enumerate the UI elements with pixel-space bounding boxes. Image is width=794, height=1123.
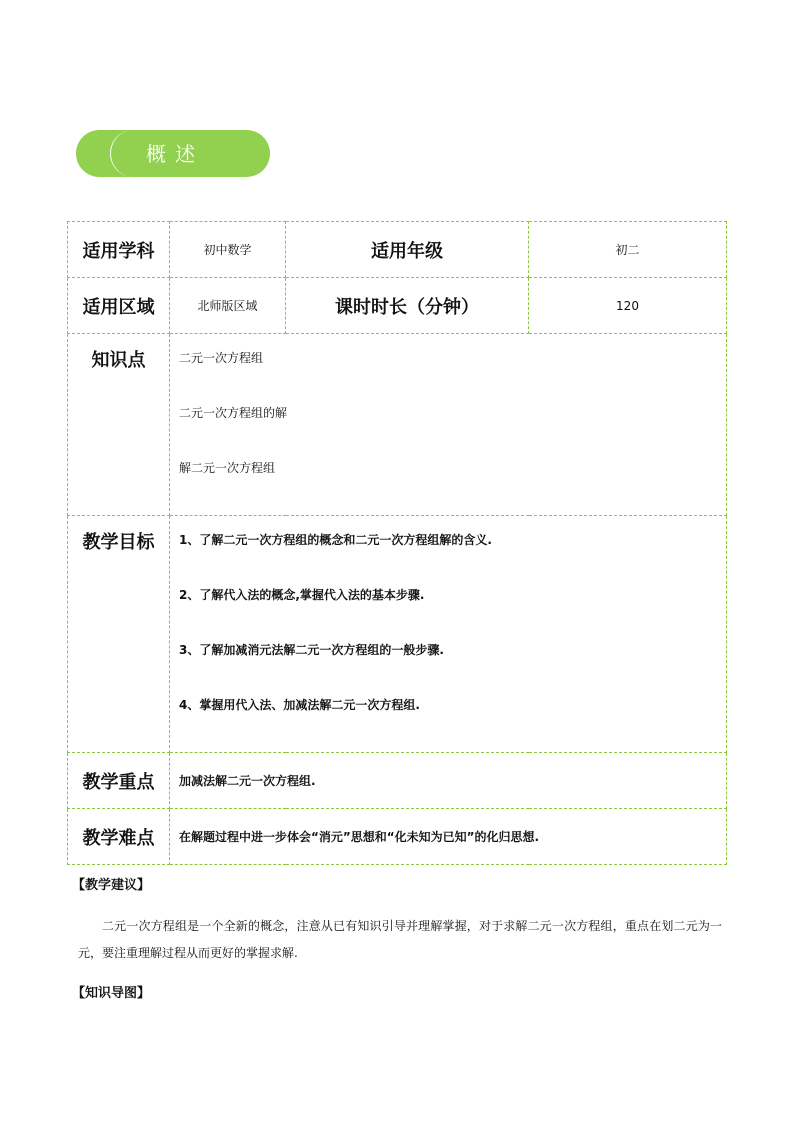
knowledge-item: 二元一次方程组: [179, 351, 264, 365]
region-label: 适用区域: [68, 278, 170, 334]
region-value: 北师版区域: [170, 278, 286, 334]
difficulty-label: 教学难点: [68, 809, 170, 865]
focus-label: 教学重点: [68, 753, 170, 809]
mindmap-heading: 【知识导图】: [72, 986, 151, 1001]
goal-item: 4、掌握用代入法、加减法解二元一次方程组.: [179, 698, 420, 712]
goal-item: 3、了解加减消元法解二元一次方程组的一般步骤.: [179, 643, 444, 657]
table-row-focus: [68, 753, 727, 809]
grade-label: 适用年级: [286, 222, 529, 278]
subject-value: 初中数学: [170, 222, 286, 278]
table-row-subject: [68, 222, 727, 278]
goal-item: 2、了解代入法的概念,掌握代入法的基本步骤.: [179, 588, 425, 602]
knowledge-item: 二元一次方程组的解: [179, 406, 288, 420]
knowledge-item: 解二元一次方程组: [179, 461, 276, 475]
table-row-goals: [68, 516, 727, 753]
duration-value: 120: [529, 278, 727, 334]
table-row-knowledge: [68, 334, 727, 516]
suggestion-paragraph: 二元一次方程组是一个全新的概念，注意从已有知识引导并理解掌握，对于求解二元一次方程组，重点在划二元为一元，要注重理解过程从而更好的掌握求解.: [78, 919, 722, 960]
goal-item: 1、了解二元一次方程组的概念和二元一次方程组解的含义.: [179, 533, 492, 547]
difficulty-value: 在解题过程中进一步体会“消元”思想和“化未知为已知”的化归思想.: [170, 809, 727, 865]
table-row-region: [68, 278, 727, 334]
duration-label: 课时时长（分钟）: [286, 278, 529, 334]
course-info-table: [67, 221, 727, 865]
suggestion-heading: 【教学建议】: [72, 878, 151, 893]
grade-value: 初二: [529, 222, 727, 278]
teaching-goals: [170, 516, 727, 753]
goals-label: 教学目标: [68, 516, 170, 753]
knowledge-points: [170, 334, 727, 516]
subject-label: 适用学科: [68, 222, 170, 278]
focus-value: 加减法解二元一次方程组.: [170, 753, 727, 809]
table-row-difficulty: [68, 809, 727, 865]
banner-title: 概述: [146, 142, 204, 166]
knowledge-label: 知识点: [68, 334, 170, 516]
